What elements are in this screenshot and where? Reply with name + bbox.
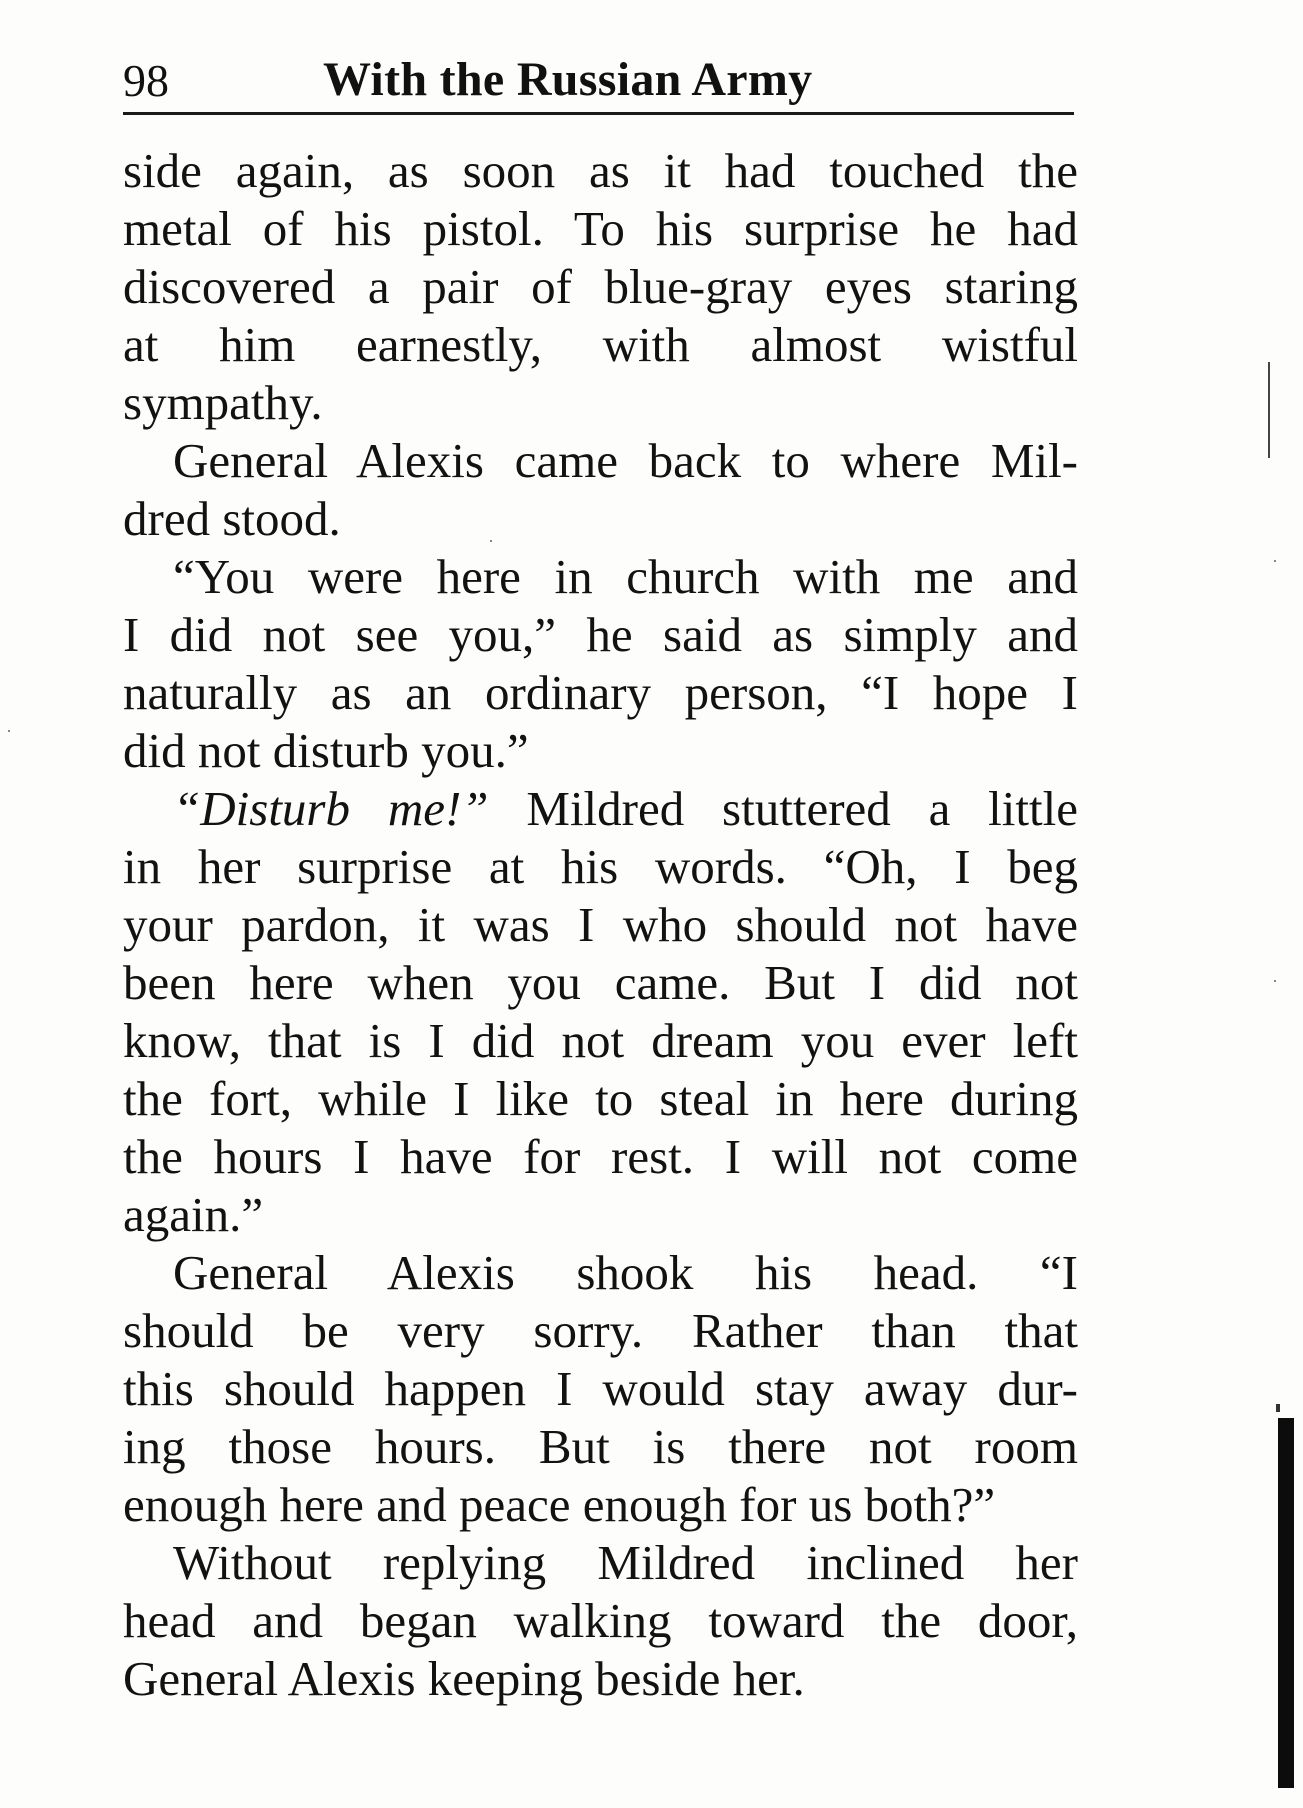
text-line: know, that is I did not dream you ever left (123, 1013, 1078, 1068)
scan-edge-mark (1268, 362, 1270, 458)
text-line: discovered a pair of blue-gray eyes staring (123, 259, 1078, 314)
paragraph (123, 1244, 1078, 1534)
text-line: ing those hours. But is there not room (123, 1419, 1078, 1474)
paragraph (123, 432, 1078, 548)
text-fragment: Mildred stuttered a little (488, 781, 1078, 836)
text-line: did not disturb you.” (123, 723, 529, 778)
text-line: in her surprise at his words. “Oh, I beg (123, 839, 1078, 894)
body-text (123, 142, 1078, 1708)
paragraph (123, 548, 1078, 780)
text-line: naturally as an ordinary person, “I hope I (123, 665, 1078, 720)
text-line: Without replying Mildred inclined her (173, 1535, 1078, 1590)
paragraph (123, 780, 1078, 1244)
text-line: head and began walking toward the door, (123, 1593, 1078, 1648)
paragraph (123, 1534, 1078, 1708)
text-line: General Alexis came back to where Mil- (173, 433, 1078, 488)
text-line: at him earnestly, with almost wistful (123, 317, 1078, 372)
scan-speck (490, 540, 492, 542)
header-rule (123, 112, 1074, 115)
text-line: General Alexis keeping beside her. (123, 1651, 805, 1706)
text-line: the hours I have for rest. I will not come (123, 1129, 1078, 1184)
text-line: dred stood. (123, 491, 341, 546)
text-line: again.” (123, 1187, 264, 1242)
text-line: your pardon, it was I who should not have (123, 897, 1078, 952)
text-line: “You were here in church with me and (173, 549, 1078, 604)
scan-speck (1274, 980, 1276, 982)
text-line: should be very sorry. Rather than that (123, 1303, 1078, 1358)
text-line: this should happen I would stay away dur- (123, 1361, 1078, 1416)
text-line (123, 780, 1078, 838)
scan-speck (1274, 560, 1276, 562)
scan-edge-shadow (1278, 1418, 1294, 1788)
running-head: With the Russian Army (323, 53, 813, 106)
scan-speck (8, 730, 10, 732)
text-line: General Alexis shook his head. “I (173, 1245, 1078, 1300)
text-line: I did not see you,” he said as simply and (123, 607, 1078, 662)
text-line: been here when you came. But I did not (123, 955, 1078, 1010)
text-line: side again, as soon as it had touched the (123, 143, 1078, 198)
italic-quote: “Disturb me!” (173, 781, 489, 836)
text-line: the fort, while I like to steal in here during (123, 1071, 1078, 1126)
text-line: metal of his pistol. To his surprise he had (123, 201, 1078, 256)
page-header (123, 52, 1074, 114)
text-line: enough here and peace enough for us both?” (123, 1477, 996, 1532)
text-line: sympathy. (123, 375, 323, 430)
paragraph (123, 142, 1078, 432)
page-number: 98 (123, 55, 169, 106)
scan-edge-mark (1276, 1404, 1280, 1412)
